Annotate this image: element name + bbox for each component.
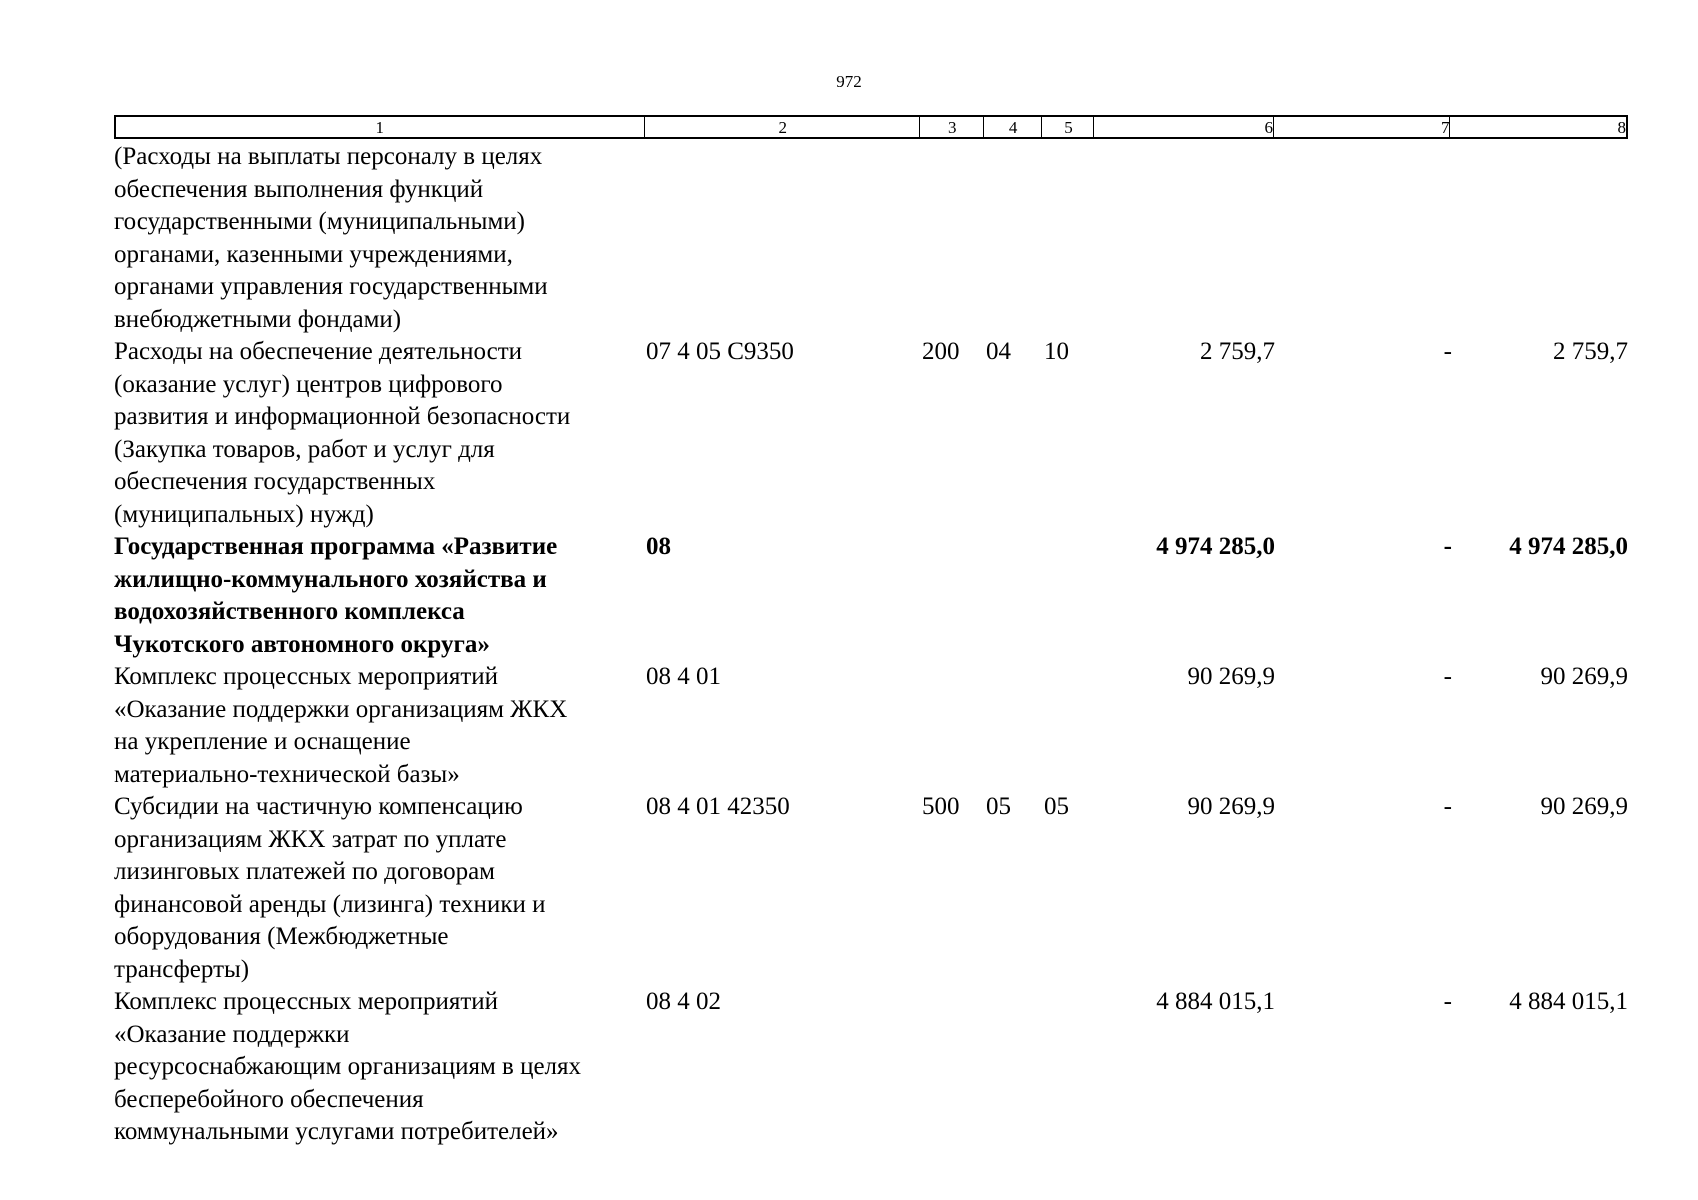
row-col-5	[1042, 986, 1095, 1149]
row-col-5	[1042, 531, 1095, 661]
header-col-4: 4	[984, 117, 1042, 137]
header-col-5: 5	[1042, 117, 1095, 137]
row-col-5	[1042, 141, 1095, 336]
row-col-3: 500	[922, 793, 960, 820]
row-col-6: 4 884 015,1	[1156, 988, 1275, 1015]
table-header	[114, 115, 1628, 139]
row-code	[644, 141, 920, 336]
header-col-3: 3	[920, 117, 984, 137]
row-col-8: 90 269,9	[1540, 793, 1628, 820]
table-row	[114, 661, 1628, 791]
row-col-5: 10	[1044, 338, 1069, 365]
row-col-4	[984, 531, 1042, 661]
table-row	[114, 531, 1628, 661]
table-body	[114, 141, 1628, 1149]
row-col-5	[1042, 661, 1095, 791]
row-col-8: 4 884 015,1	[1509, 988, 1628, 1015]
header-col-6: 6	[1094, 117, 1274, 137]
table-row	[114, 986, 1628, 1149]
table-row	[114, 336, 1628, 531]
row-col-4	[984, 986, 1042, 1149]
row-name: (Расходы на выплаты персоналу в целях обеспечения выполнения функций государственными (муниципальными) органами, казенными учреждениями, органами управления государственными внебюджетными фондами)	[114, 143, 548, 333]
row-col-7: -	[1443, 793, 1452, 820]
row-col-8: 90 269,9	[1540, 663, 1628, 690]
row-col-4: 05	[986, 793, 1011, 820]
header-col-1: 1	[116, 117, 645, 137]
row-col-6: 4 974 285,0	[1156, 533, 1275, 560]
row-col-6	[1095, 141, 1275, 336]
header-col-7: 7	[1274, 117, 1451, 137]
row-name: Государственная программа «Развитие жилищно-коммунального хозяйства и водохозяйственного комплекса Чукотского автономного округа»	[114, 533, 558, 658]
row-col-5: 05	[1044, 793, 1069, 820]
row-code: 08 4 02	[646, 988, 721, 1015]
row-col-6: 2 759,7	[1200, 338, 1275, 365]
row-col-3	[920, 661, 984, 791]
row-col-8: 4 974 285,0	[1509, 533, 1628, 560]
row-col-3	[920, 141, 984, 336]
row-col-3	[920, 531, 984, 661]
page-number: 972	[836, 72, 862, 91]
table-row	[114, 141, 1628, 336]
row-code: 08 4 01 42350	[646, 793, 790, 820]
row-col-6: 90 269,9	[1187, 663, 1275, 690]
row-col-7: -	[1443, 338, 1452, 365]
row-code: 08	[646, 533, 671, 560]
header-col-8: 8	[1617, 118, 1626, 137]
row-col-7: -	[1443, 533, 1452, 560]
row-col-8	[1452, 141, 1628, 336]
row-col-4: 04	[986, 338, 1011, 365]
row-code: 08 4 01	[646, 663, 721, 690]
row-col-3: 200	[922, 338, 960, 365]
row-code: 07 4 05 С9350	[646, 338, 794, 365]
row-name: Комплекс процессных мероприятий «Оказание поддержки организациям ЖКХ на укрепление и оснащение материально-технической базы»	[114, 663, 568, 788]
table-row	[114, 791, 1628, 986]
row-col-7: -	[1443, 663, 1452, 690]
row-col-7: -	[1443, 988, 1452, 1015]
row-col-6: 90 269,9	[1187, 793, 1275, 820]
row-col-8: 2 759,7	[1553, 338, 1628, 365]
row-col-3	[920, 986, 984, 1149]
row-col-4	[984, 661, 1042, 791]
row-name: Комплекс процессных мероприятий «Оказание поддержки ресурсоснабжающим организациям в целях бесперебойного обеспечения коммунальными услугами потребителей»	[114, 988, 582, 1145]
header-col-2: 2	[645, 117, 920, 137]
row-col-7	[1275, 141, 1452, 336]
row-name: Расходы на обеспечение деятельности (оказание услуг) центров цифрового развития и информационной безопасности (Закупка товаров, работ и услуг для обеспечения государственных (муниципальных) нужд)	[114, 338, 571, 528]
row-name: Субсидии на частичную компенсацию организациям ЖКХ затрат по уплате лизинговых платежей по договорам финансовой аренды (лизинга) техники и оборудования (Межбюджетные трансферты)	[114, 793, 546, 983]
row-col-4	[984, 141, 1042, 336]
